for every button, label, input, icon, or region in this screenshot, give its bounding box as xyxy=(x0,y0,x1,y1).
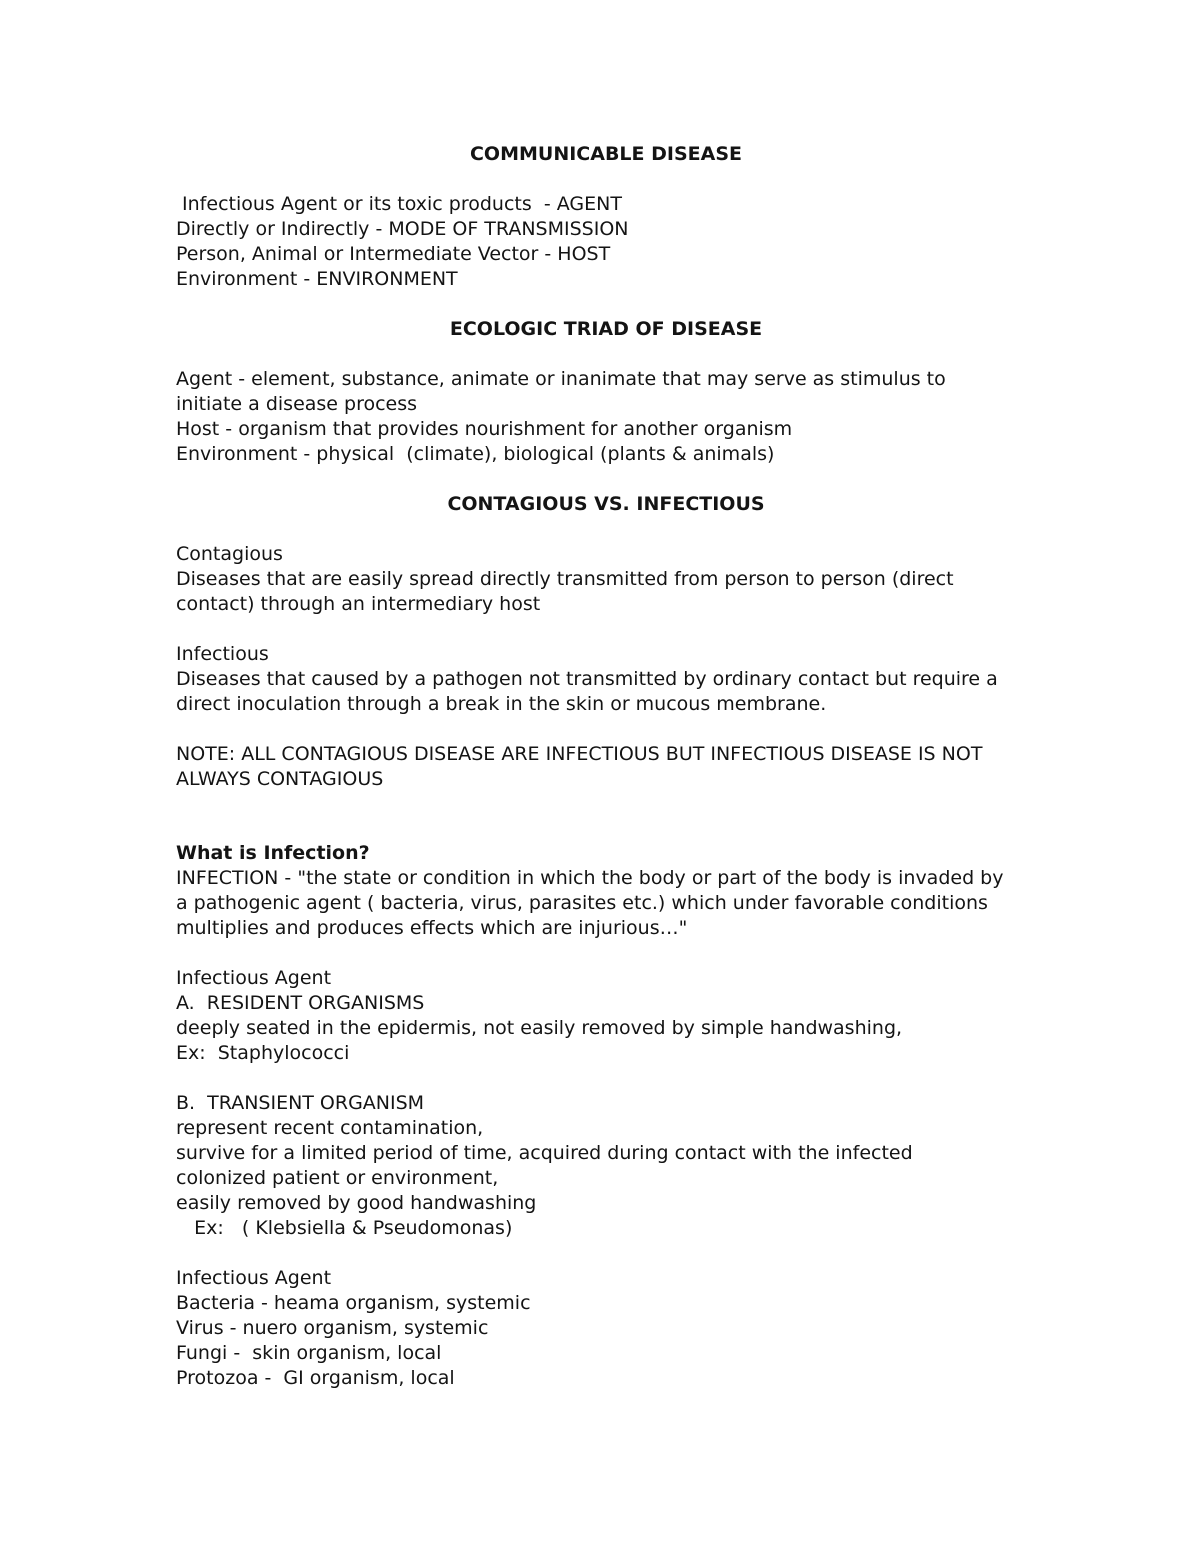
text-line: Person, Animal or Intermediate Vector - HOST xyxy=(176,243,611,265)
text-line: represent recent contamination, xyxy=(176,1117,484,1139)
text-line: Infectious Agent xyxy=(176,1267,332,1289)
text-line: contact) through an intermediary host xyxy=(176,593,541,615)
text-line: initiate a disease process xyxy=(176,393,418,415)
text-line: Fungi - skin organism, local xyxy=(176,1342,442,1364)
text-line: easily removed by good handwashing xyxy=(176,1192,537,1214)
text-line: Bacteria - heama organism, systemic xyxy=(176,1292,531,1314)
text-line: Ex: Staphylococci xyxy=(176,1042,350,1064)
text-line: Infectious Agent or its toxic products - AGENT xyxy=(176,193,622,215)
heading-what-is-infection: What is Infection? xyxy=(176,842,370,864)
text-line: Ex: ( Klebsiella & Pseudomonas) xyxy=(176,1217,513,1239)
text-line: Diseases that are easily spread directly transmitted from person to person (direct xyxy=(176,568,954,590)
note-line: ALWAYS CONTAGIOUS xyxy=(176,768,384,790)
text-line: Agent - element, substance, animate or inanimate that may serve as stimulus to xyxy=(176,368,946,390)
text-line: survive for a limited period of time, acquired during contact with the infected xyxy=(176,1142,913,1164)
text-line: A. RESIDENT ORGANISMS xyxy=(176,992,425,1014)
text-line: Contagious xyxy=(176,543,283,565)
note-line: NOTE: ALL CONTAGIOUS DISEASE ARE INFECTIOUS BUT INFECTIOUS DISEASE IS NOT xyxy=(176,743,983,765)
text-line: multiplies and produces effects which are injurious…" xyxy=(176,917,688,939)
text-line: Infectious xyxy=(176,643,269,665)
text-line: a pathogenic agent ( bacteria, virus, parasites etc.) which under favorable conditions xyxy=(176,892,988,914)
text-line: B. TRANSIENT ORGANISM xyxy=(176,1092,425,1114)
text-line: Diseases that caused by a pathogen not transmitted by ordinary contact but require a xyxy=(176,668,998,690)
heading-ecologic-triad: ECOLOGIC TRIAD OF DISEASE xyxy=(449,318,763,340)
text-line: colonized patient or environment, xyxy=(176,1167,499,1189)
text-line: Infectious Agent xyxy=(176,967,332,989)
text-line: direct inoculation through a break in the skin or mucous membrane. xyxy=(176,693,827,715)
text-line: Host - organism that provides nourishment for another organism xyxy=(176,418,793,440)
text-line: Directly or Indirectly - MODE OF TRANSMISSION xyxy=(176,218,629,240)
heading-contagious-vs-infectious: CONTAGIOUS VS. INFECTIOUS xyxy=(447,493,765,515)
heading-communicable-disease: COMMUNICABLE DISEASE xyxy=(469,143,742,165)
text-line: Protozoa - GI organism, local xyxy=(176,1367,455,1389)
text-line: Environment - physical (climate), biological (plants & animals) xyxy=(176,443,775,465)
text-line: deeply seated in the epidermis, not easily removed by simple handwashing, xyxy=(176,1017,903,1039)
text-line: Environment - ENVIRONMENT xyxy=(176,268,458,290)
document-content xyxy=(176,142,1036,1391)
text-line: Virus - nuero organism, systemic xyxy=(176,1317,489,1339)
text-line: INFECTION - "the state or condition in which the body or part of the body is invaded by xyxy=(176,867,1004,889)
